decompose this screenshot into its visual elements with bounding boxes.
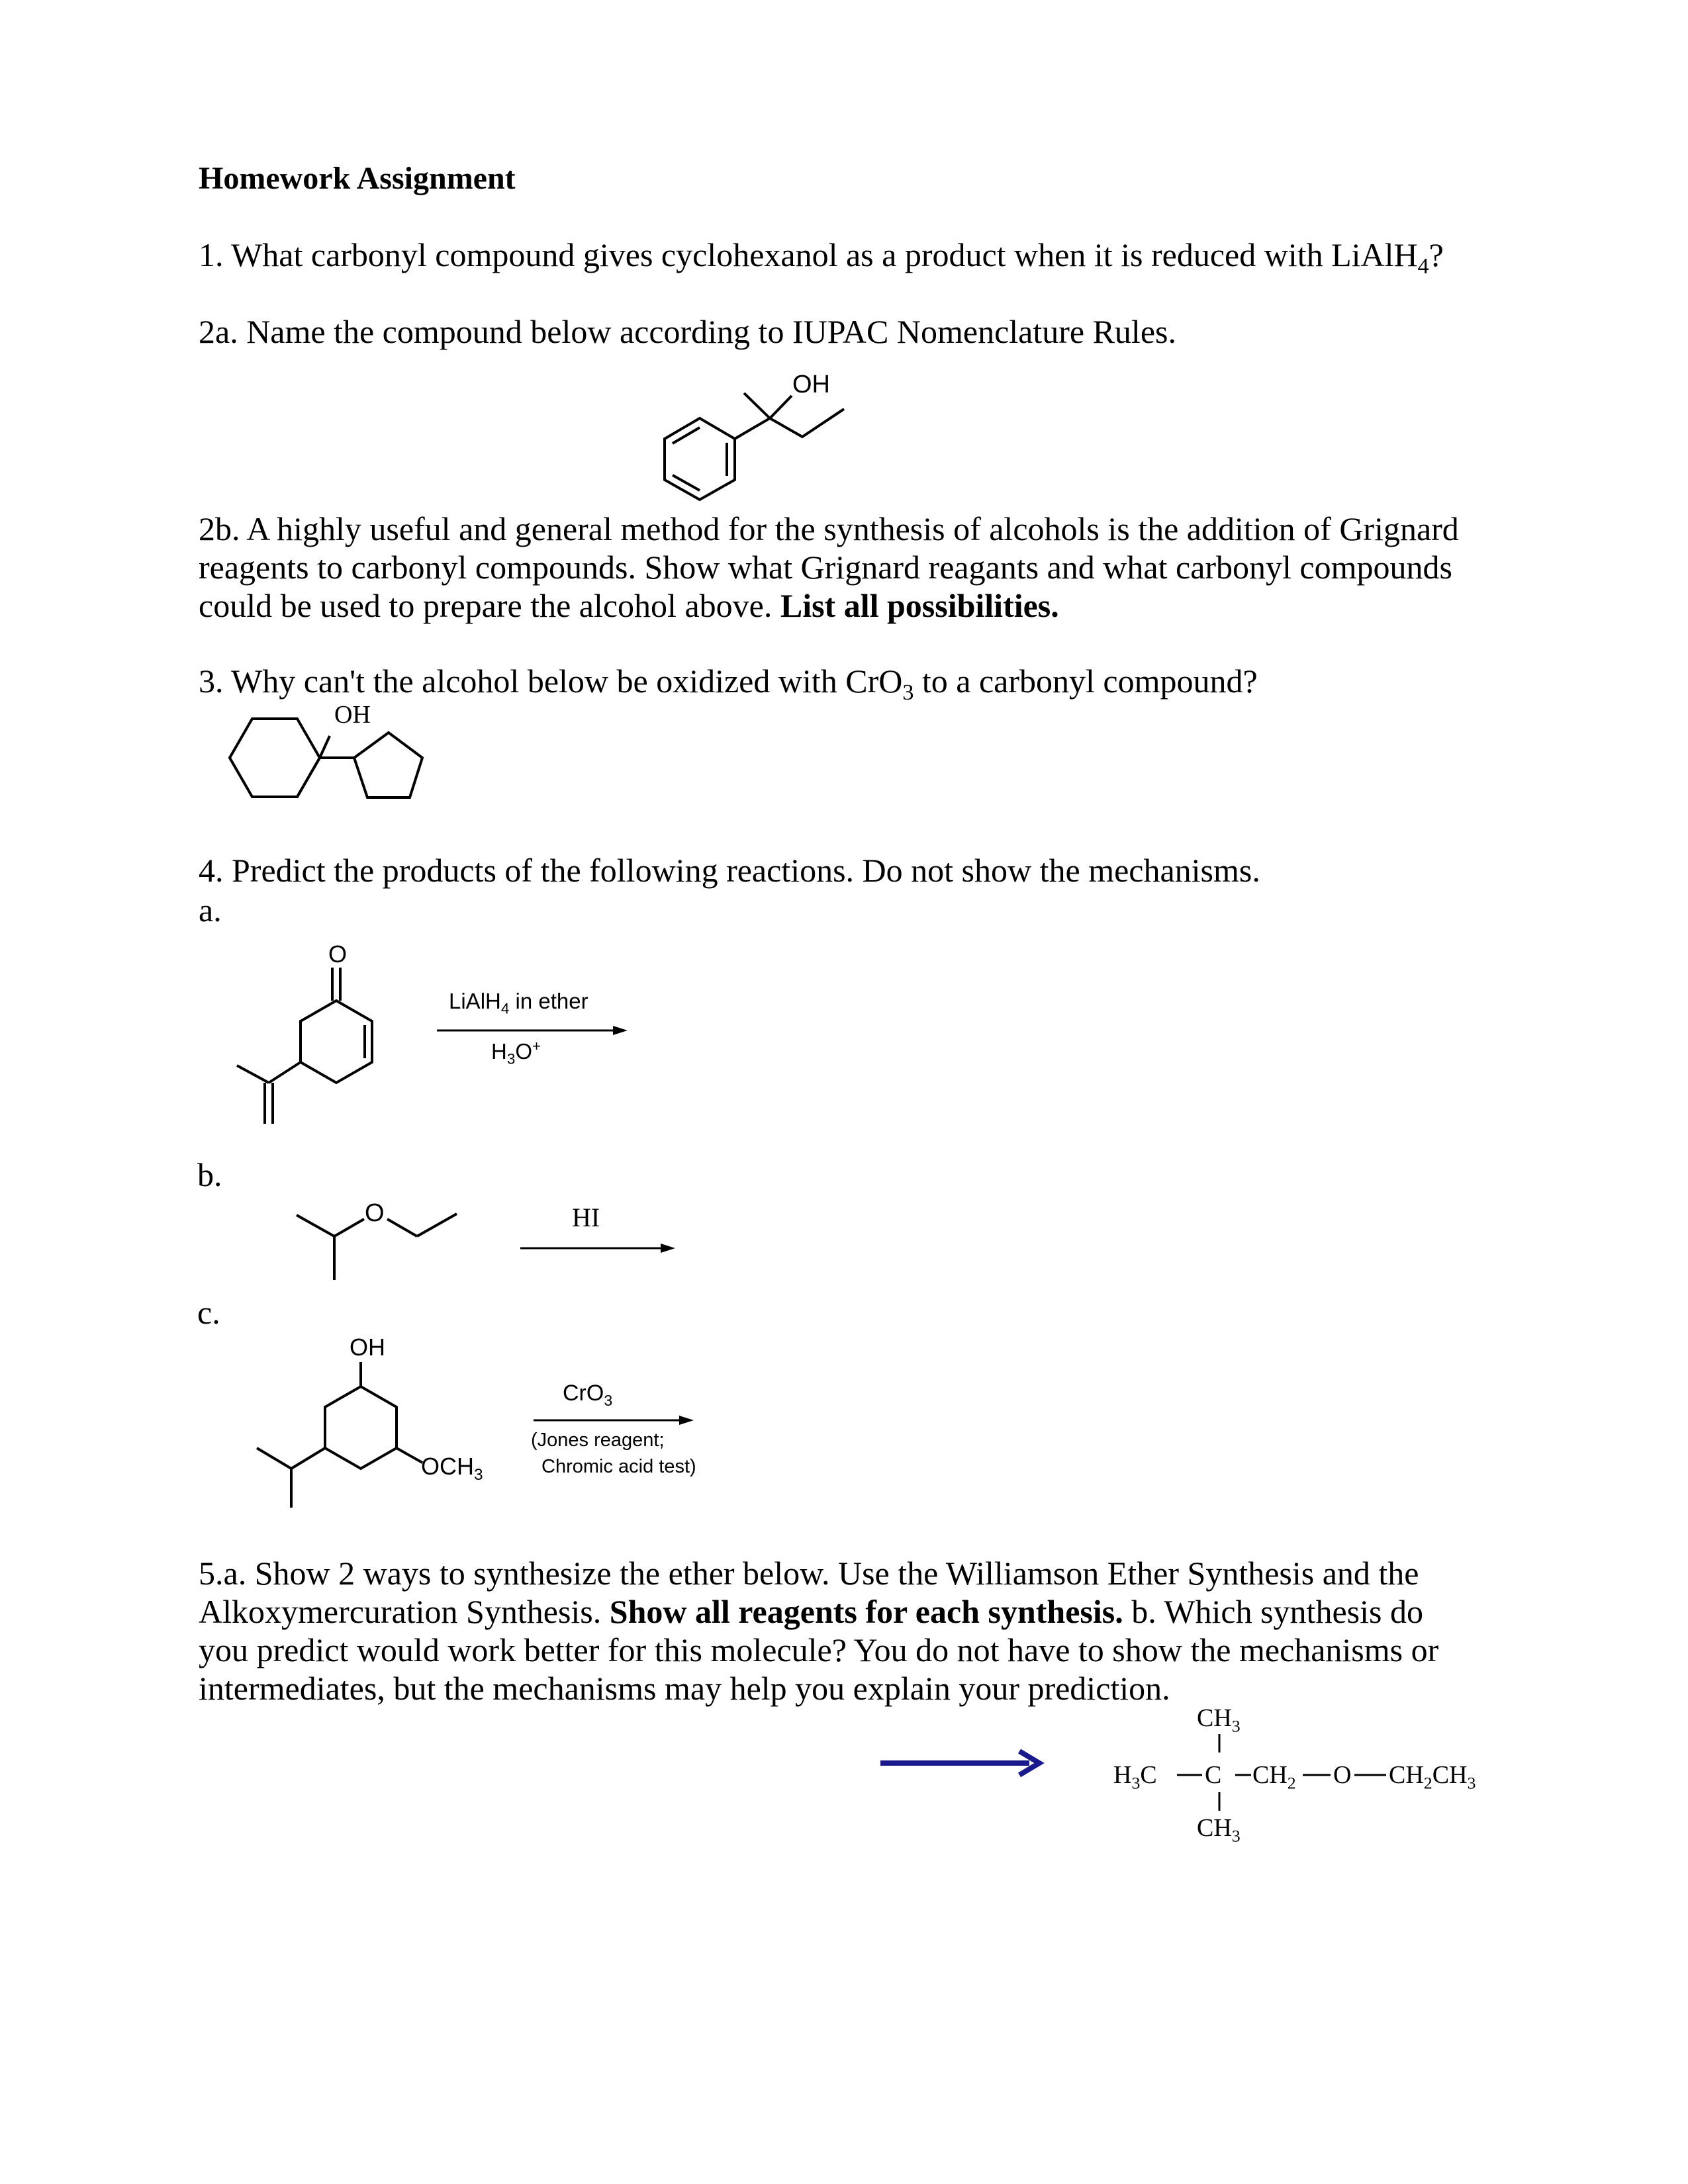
question-2b-line3: could be used to prepare the alcohol above. List all possibilities. <box>199 587 1059 624</box>
center-c: C <box>1205 1761 1222 1789</box>
carbonyl-o-label: O <box>328 940 348 968</box>
oh-label-4c: OH <box>350 1334 385 1361</box>
question-3: 3. Why can't the alcohol below be oxidized with CrO$_3$ to a carbonyl compound? <box>199 662 1258 705</box>
reagent-lialh4: LiAlH$_4$ in ether <box>449 989 588 1017</box>
question-2b-line1: 2b. A highly useful and general method for the synthesis of alcohols is the addition of Grignard <box>199 510 1459 547</box>
question-4: 4. Predict the products of the following reactions. Do not show the mechanisms. <box>199 852 1260 889</box>
left-h3c: $H_3C$ <box>1113 1761 1157 1793</box>
question-2b-line2: reagents to carbonyl compounds. Show what Grignard reagants and what carbonyl compounds <box>199 549 1452 586</box>
emphasis-list-all: List all possibilities. <box>780 587 1059 624</box>
emphasis-show-reagents: Show all reagents for each synthesis. <box>609 1593 1123 1630</box>
question-5-line3: you predict would work better for this molecule? You do not have to show the mechanisms or <box>199 1631 1439 1668</box>
oh-label-3: OH <box>334 701 371 729</box>
top-ch3: $CH_3$ <box>1197 1704 1241 1736</box>
reagent-cro3: CrO$_3$ <box>563 1381 613 1409</box>
page-title: Homework Assignment <box>199 161 516 196</box>
oh-label-2a: OH <box>792 371 830 398</box>
question-1: 1. What carbonyl compound gives cyclohexanol as a product when it is reduced with LiAlH$_4$? <box>199 236 1444 279</box>
question-5-line2: Alkoxymercuration Synthesis. Show all reagents for each synthesis. b. Which synthesis do <box>199 1593 1423 1630</box>
ch2-group: $CH_2$ <box>1252 1761 1296 1793</box>
reagent-note-line2: Chromic acid test) <box>541 1456 696 1477</box>
ether-oxygen: O <box>1333 1761 1352 1789</box>
question-5-line4: intermediates, but the mechanisms may help you explain your prediction. <box>199 1670 1170 1707</box>
question-4b-label: b. <box>197 1156 222 1193</box>
och3-label: $OCH_3$ <box>421 1453 483 1484</box>
bottom-ch3: $CH_3$ <box>1197 1814 1241 1846</box>
reagent-note-line1: (Jones reagent; <box>531 1430 665 1451</box>
question-5-line1: 5.a. Show 2 ways to synthesize the ether below. Use the Williamson Ether Synthesis and the <box>199 1555 1419 1592</box>
ether-o-label: O <box>365 1199 385 1227</box>
question-4c-label: c. <box>197 1294 220 1331</box>
question-2a: 2a. Name the compound below according to IUPAC Nomenclature Rules. <box>199 313 1176 350</box>
reagent-h3o: $H_3O^+$ <box>491 1038 541 1068</box>
reagent-hi: HI <box>572 1203 600 1232</box>
ethyl-group: $CH_2CH_3$ <box>1389 1761 1476 1793</box>
question-4a-label: a. <box>199 891 222 929</box>
